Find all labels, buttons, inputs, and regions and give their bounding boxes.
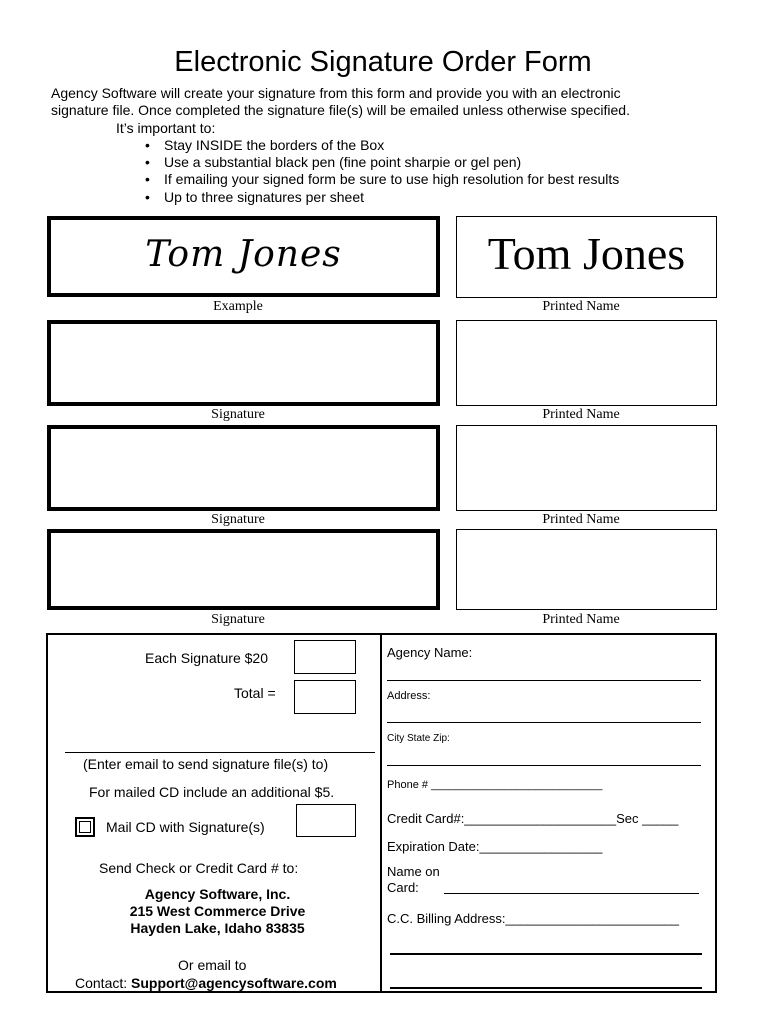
printed-name-caption: Printed Name — [542, 612, 620, 627]
important-heading: It’s important to: — [116, 120, 216, 136]
company-name: Agency Software, Inc. — [144, 886, 291, 902]
example-caption: Example — [213, 299, 263, 314]
intro-line-1: Agency Software will create your signature from this form and provide you with an electronic — [51, 85, 621, 101]
printed-name-caption: Printed Name — [542, 407, 620, 422]
mail-cd-label: Mail CD with Signature(s) — [106, 819, 265, 835]
send-to-label: Send Check or Credit Card # to: — [99, 860, 299, 876]
billing-address-line-2[interactable] — [390, 953, 702, 955]
printed-name-caption: Printed Name — [542, 299, 620, 314]
example-signature: Tom Jones — [145, 234, 342, 275]
total-label: Total = — [234, 685, 276, 701]
cc-billing-field[interactable]: C.C. Billing Address:________________________ — [387, 911, 680, 926]
signature-caption: Signature — [211, 407, 265, 422]
contact-email[interactable]: Support@agencysoftware.com — [131, 975, 337, 991]
city-state-zip-label: City State Zip: — [387, 733, 450, 744]
printed-name-box-2[interactable] — [456, 425, 717, 511]
expiration-field[interactable]: Expiration Date:_________________ — [387, 839, 603, 854]
credit-card-field[interactable]: Credit Card#:_____________________Sec _____ — [387, 811, 679, 826]
city-address: Hayden Lake, Idaho 83835 — [130, 920, 305, 936]
intro-text — [51, 85, 751, 119]
city-state-zip-line[interactable] — [387, 765, 701, 766]
each-signature-label: Each Signature $20 — [145, 650, 268, 666]
agency-name-label: Agency Name: — [387, 645, 473, 660]
printed-name-box-3[interactable] — [456, 529, 717, 610]
or-email-label: Or email to — [178, 957, 247, 973]
name-on-text: Name on — [387, 864, 440, 879]
card-text: Card: — [387, 880, 419, 895]
order-divider — [380, 633, 382, 993]
mailed-cd-note: For mailed CD include an additional $5. — [89, 784, 335, 800]
instruction-item: • Stay INSIDE the borders of the Box — [145, 137, 619, 154]
phone-field[interactable]: Phone # ____________________________ — [387, 779, 603, 791]
form-title: Electronic Signature Order Form — [174, 46, 592, 78]
instructions-list — [145, 137, 619, 206]
email-label: (Enter email to send signature file(s) to) — [83, 756, 329, 772]
contact-line — [75, 975, 337, 991]
signature-count-field[interactable] — [294, 640, 356, 674]
name-on-card-line[interactable] — [444, 893, 699, 894]
mailing-address — [80, 886, 355, 937]
street-address: 215 West Commerce Drive — [129, 903, 306, 919]
instruction-item: • Use a substantial black pen (fine point sharpie or gel pen) — [145, 154, 619, 171]
example-printed-name-box — [456, 216, 717, 298]
signature-box-3[interactable] — [47, 529, 440, 610]
example-signature-box — [47, 216, 440, 297]
instruction-item: • Up to three signatures per sheet — [145, 189, 619, 206]
signature-box-1[interactable] — [47, 320, 440, 406]
signature-caption: Signature — [211, 512, 265, 527]
printed-name-box-1[interactable] — [456, 320, 717, 406]
address-line[interactable] — [387, 722, 701, 723]
contact-label: Contact: — [75, 975, 128, 991]
mail-cd-checkbox[interactable] — [75, 817, 95, 837]
total-field[interactable] — [294, 680, 356, 714]
mail-cd-amount-field[interactable] — [296, 804, 356, 837]
instruction-item: • If emailing your signed form be sure to use high resolution for best results — [145, 171, 619, 188]
email-entry-line[interactable] — [65, 752, 375, 753]
intro-line-2: signature file. Once completed the signature file(s) will be emailed unless otherwise specified. — [51, 102, 630, 118]
name-on-card-label — [387, 864, 440, 896]
address-label: Address: — [387, 690, 431, 702]
signature-caption: Signature — [211, 612, 265, 627]
printed-name-caption: Printed Name — [542, 512, 620, 527]
example-printed-name: Tom Jones — [487, 228, 686, 279]
signature-box-2[interactable] — [47, 425, 440, 511]
agency-name-line[interactable] — [387, 680, 701, 681]
billing-address-line-3[interactable] — [390, 987, 702, 989]
